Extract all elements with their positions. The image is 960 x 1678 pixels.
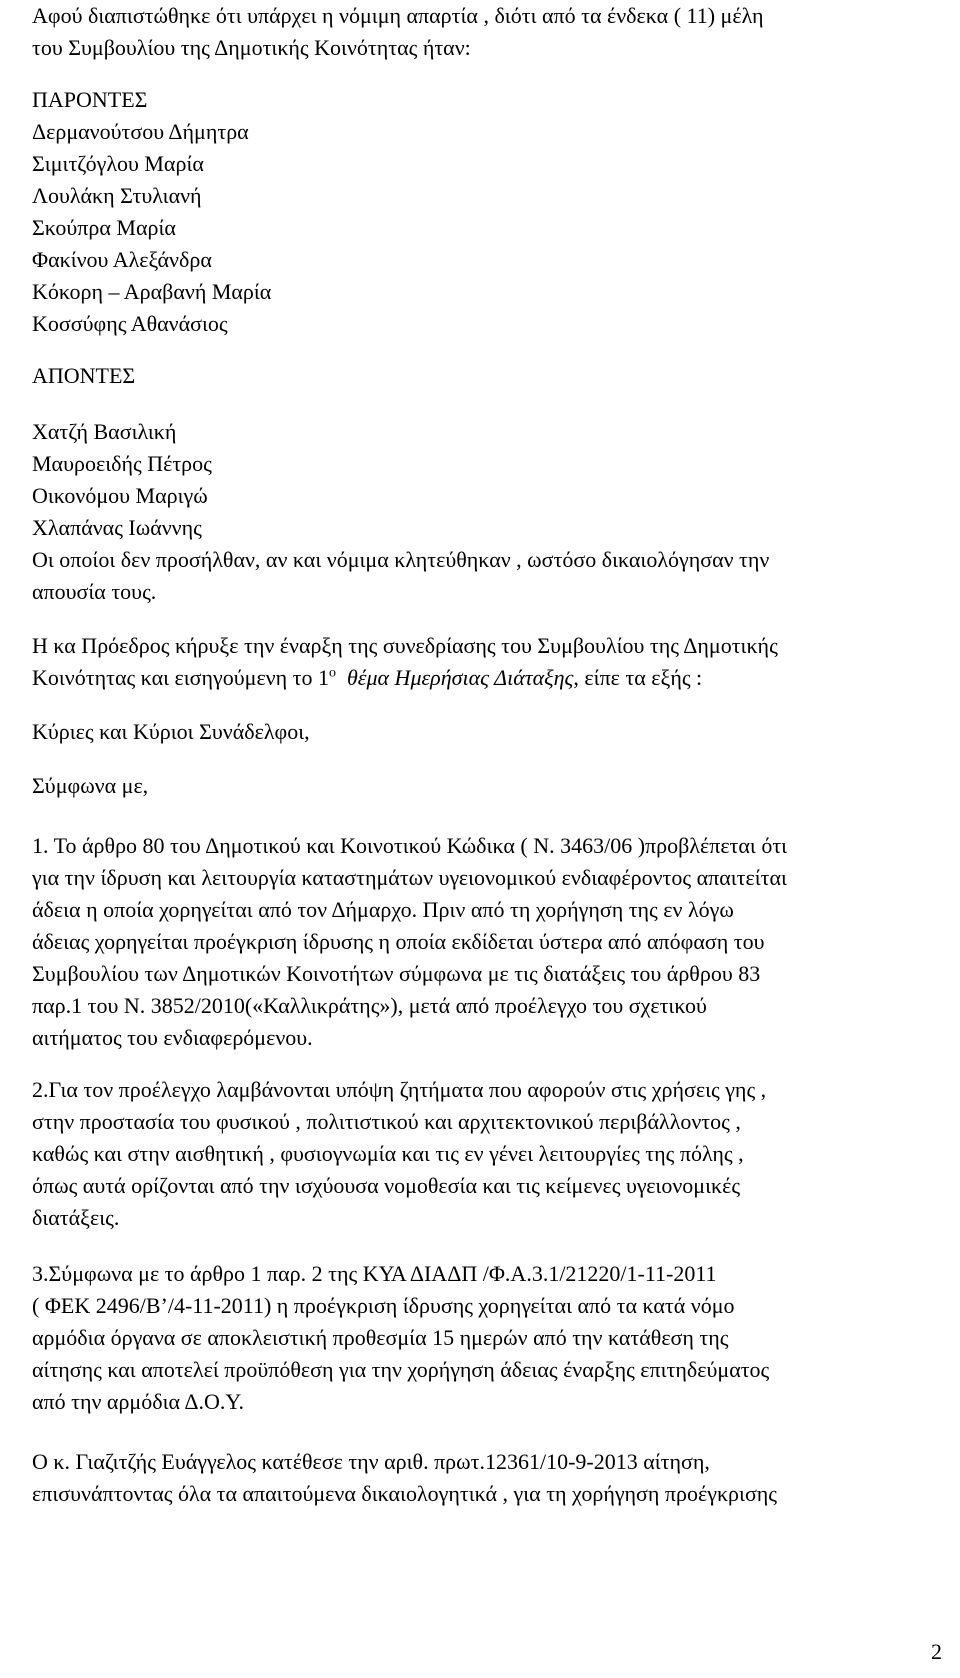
present-member: Κόκορη – Αραβανή Μαρία xyxy=(32,279,272,304)
paragraph-2-line: όπως αυτά ορίζονται από την ισχύουσα νομοθεσία και τις κείμενες υγειονομικές xyxy=(32,1173,741,1198)
according-to: Σύμφωνα με, xyxy=(32,773,149,798)
paragraph-1-line: Συμβουλίου των Δημοτικών Κοινοτήτων σύμφωνα με τις διατάξεις του άρθρου 83 xyxy=(32,961,761,986)
absent-note-line-2: απουσία τους. xyxy=(32,579,157,604)
present-member: Λουλάκη Στυλιανή xyxy=(32,183,202,208)
paragraph-3-line: 3.Σύμφωνα με το άρθρο 1 παρ. 2 της ΚΥΑ ΔΙΑΔΠ /Φ.Α.3.1/21220/1-11-2011 xyxy=(32,1261,717,1286)
absent-member: Χατζή Βασιλική xyxy=(32,419,177,444)
present-member: Σιμιτζόγλου Μαρία xyxy=(32,151,204,176)
paragraph-3-line: ( ΦΕΚ 2496/Β’/4-11-2011) η προέγκριση ίδρυσης χορηγείται από τα κατά νόμο xyxy=(32,1293,735,1318)
paragraph-1-line: παρ.1 του Ν. 3852/2010(«Καλλικράτης»), μετά από προέλεγχο του σχετικού xyxy=(32,993,707,1018)
present-heading: ΠΑΡΟΝΤΕΣ xyxy=(32,87,148,112)
paragraph-3-line: από την αρμόδια Δ.Ο.Υ. xyxy=(32,1389,245,1414)
paragraph-2-line: στην προστασία του φυσικού , πολιτιστικού και αρχιτεκτονικού περιβάλλοντος , xyxy=(32,1109,741,1134)
opening-line-2-end: , είπε τα εξής : xyxy=(573,665,703,690)
paragraph-2-line: καθώς και στην αισθητική , φυσιογνωμία και τις εν γένει λειτουργίες της πόλης , xyxy=(32,1141,744,1166)
present-member: Δερμανούτσου Δήμητρα xyxy=(32,119,249,144)
paragraph-1-line: αιτήματος του ενδιαφερόμενου. xyxy=(32,1025,313,1050)
absent-member: Μαυροειδής Πέτρος xyxy=(32,451,212,476)
absent-note-line-1: Οι οποίοι δεν προσήλθαν, αν και νόμιμα κλητεύθηκαν , ωστόσο δικαιολόγησαν την xyxy=(32,547,770,572)
present-member: Κοσσύφης Αθανάσιος xyxy=(32,311,228,336)
paragraph-1-line: 1. Το άρθρο 80 του Δημοτικού και Κοινοτικού Κώδικα ( Ν. 3463/06 )προβλέπεται ότι xyxy=(32,833,788,858)
absent-member: Οικονόμου Μαριγώ xyxy=(32,483,208,508)
quorum-intro-line-2: του Συμβουλίου της Δημοτικής Κοινότητας ήταν: xyxy=(32,35,471,60)
ordinal-superscript: ο xyxy=(328,665,336,681)
paragraph-1-line: άδεια η οποία χορηγείται από τον Δήμαρχο. Πριν από τη χορήγηση της εν λόγω xyxy=(32,897,734,922)
paragraph-1-line: για την ίδρυση και λειτουργία καταστημάτων υγειονομικού ενδιαφέροντος απαιτείται xyxy=(32,865,787,890)
page-number: 2 xyxy=(931,1639,942,1664)
agenda-item-reference: θέμα Ημερήσιας Διάταξης xyxy=(346,665,574,690)
paragraph-1-line: άδειας χορηγείται προέγκριση ίδρυσης η οποία εκδίδεται ύστερα από απόφαση του xyxy=(32,929,765,954)
paragraph-3-line: αρμόδια όργανα σε αποκλειστική προθεσμία 15 ημερών από την κατάθεση της xyxy=(32,1325,729,1350)
opening-line-2-text: Κοινότητας και εισηγούμενη το 1 xyxy=(32,665,329,690)
quorum-intro-line-1: Αφού διαπιστώθηκε ότι υπάρχει η νόμιμη απαρτία , διότι από τα ένδεκα ( 11) μέλη xyxy=(32,3,764,28)
opening-line-1: Η κα Πρόεδρος κήρυξε την έναρξη της συνεδρίασης του Συμβουλίου της Δημοτικής xyxy=(32,633,778,658)
opening-line-2 xyxy=(32,662,702,694)
paragraph-2-line: 2.Για τον προέλεγχο λαμβάνονται υπόψη ζητήματα που αφορούν στις χρήσεις γης , xyxy=(32,1077,767,1102)
present-member: Φακίνου Αλεξάνδρα xyxy=(32,247,212,272)
document-page xyxy=(32,0,944,1678)
absent-heading: ΑΠΟΝΤΕΣ xyxy=(32,363,136,388)
paragraph-2-line: διατάξεις. xyxy=(32,1205,120,1230)
present-member: Σκούπρα Μαρία xyxy=(32,215,176,240)
absent-member: Χλαπάνας Ιωάννης xyxy=(32,515,202,540)
paragraph-4-line: επισυνάπτοντας όλα τα απαιτούμενα δικαιολογητικά , για τη χορήγηση προέγκρισης xyxy=(32,1481,778,1506)
paragraph-4-line: Ο κ. Γιαζιτζής Ευάγγελος κατέθεσε την αριθ. πρωτ.12361/10-9-2013 αίτηση, xyxy=(32,1449,710,1474)
salutation: Κύριες και Κύριοι Συνάδελφοι, xyxy=(32,719,310,744)
paragraph-3-line: αίτησης και αποτελεί προϋπόθεση για την χορήγηση άδειας έναρξης επιτηδεύματος xyxy=(32,1357,770,1382)
